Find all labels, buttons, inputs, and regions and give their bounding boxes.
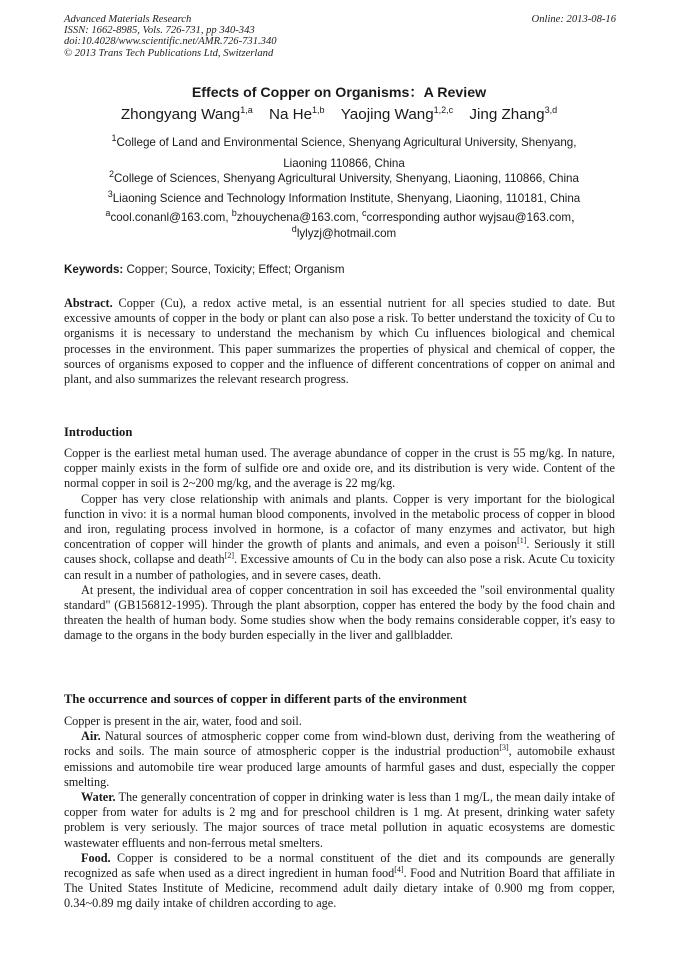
abstract	[64, 296, 615, 387]
citation-ref: [4]	[394, 864, 404, 874]
email-sup: b	[231, 208, 237, 219]
aff-sup: 3	[107, 189, 113, 200]
intro-p2-a: Copper has very close relationship with animals and plants. Copper is very important for the biological function in vivo: it is a normal human blood components, involved in the metabolic process of copper in blood and iron, regulating process involved in hormone, is a cofactor of many enzymes and activator, but high concentration of copper will hinder the growth of plants and animals, and even a poison	[64, 491, 615, 552]
author-sup: 1,b	[312, 104, 325, 115]
author-name: Zhongyang Wang	[120, 106, 241, 123]
food-text-a: Copper is considered to be a normal constituent of the diet and its compounds are generally recognized as safe when used as a direct ingredient in human food	[64, 850, 615, 881]
air-text-a: Natural sources of atmospheric copper come from wind-blown dust, deriving from the weathering of rocks and soils. The main source of atmospheric copper is the industrial production	[64, 729, 615, 759]
author-name: Yaojing Wang	[340, 106, 434, 123]
food-label: Food.	[81, 850, 111, 865]
email-line-2	[74, 226, 614, 242]
keywords-text: Copper; Source, Toxicity; Effect; Organism	[123, 263, 345, 276]
aff-text: College of Sciences, Shenyang Agricultural University, Shenyang, Liaoning, 110866, China	[114, 172, 579, 185]
email-d: lylyzj@hotmail.com	[296, 227, 397, 240]
abstract-paragraph	[64, 296, 615, 387]
sources-heading: The occurrence and sources of copper in different parts of the environment	[64, 692, 467, 706]
online-date: Online: 2013-08-16	[531, 14, 616, 25]
author-2	[269, 106, 325, 123]
air-label: Air.	[81, 729, 101, 744]
aff-text: Liaoning Science and Technology Information Institute, Shenyang, Liaoning, 110181, China	[112, 192, 581, 205]
food-paragraph	[64, 851, 615, 912]
citation-ref: [3]	[499, 743, 509, 753]
email-line-1	[74, 210, 614, 226]
affiliation-2	[74, 168, 614, 189]
citation-ref: [1]	[517, 536, 527, 546]
journal-doi: doi:10.4028/www.scientific.net/AMR.726-731.340	[64, 36, 277, 48]
water-text: The generally concentration of copper in drinking water is less than 1 mg/L, the mean daily intake of copper from water for adults is 2 mg and for preschool children is 1 mg. At present, drinking water safety problem is very seriously. The major sources of trace metal pollution in aquatic ecosystems are domestic wastewater effluents and non-ferrous metal smelters.	[64, 790, 615, 850]
journal-name: Advanced Materials Research	[64, 14, 192, 25]
author-name: Na He	[268, 106, 313, 123]
aff-sup: 2	[109, 169, 115, 180]
paper-title: Effects of Copper on Organisms：A Review	[191, 85, 487, 101]
author-sup: 1,a	[240, 104, 253, 115]
journal-issn: ISSN: 1662-8985, Vols. 726-731, pp 340-343	[64, 25, 255, 37]
intro-p2-b: . Seriously it still causes shock, collapse and death	[64, 537, 615, 567]
email-list	[74, 210, 614, 242]
email-b: zhouychena@163.com,	[236, 211, 363, 224]
intro-paragraph-3: At present, the individual area of copper concentration in soil has exceeded the "soil environmental quality standard" (GB156812-1995). Through the plant absorption, copper has entered the body by the food chain and threaten the health of human body. Some studies show when the body remains considerable copper, it's easy to damage to the organs in the body burden especially in the liver and gallbladder.	[64, 582, 615, 643]
keywords	[64, 263, 345, 276]
author-1	[121, 106, 253, 123]
email-sup: d	[291, 224, 297, 235]
email-c: corresponding author wyjsau@163.com，	[366, 211, 583, 224]
author-list	[0, 106, 678, 123]
air-text-b: , automobile exhaust emissions and automobile tire wear produced large amounts of harmful gases and dust, especially the copper smelting.	[64, 744, 615, 789]
affiliation-3	[74, 188, 614, 209]
affiliation-1-line-2: Liaoning 110866, China	[283, 157, 405, 170]
intro-p2-c: . Excessive amounts of Cu in the body can also pose a risk. Acute Cu toxicity can result in a number of pathologies, and in severe cases, death.	[64, 552, 616, 582]
intro-body	[64, 446, 615, 644]
author-4	[469, 106, 557, 123]
affiliation-1-line-1	[74, 132, 614, 153]
sources-paragraph-1: Copper is present in the air, water, food and soil.	[64, 714, 302, 728]
abstract-text: Copper (Cu), a redox active metal, is an essential nutrient for all species studied to date. But excessive amounts of copper in the body or plant can also pose a risk. To better understand the toxicity of Cu to organisms it is necessary to understand the mechanism by which Cu influences biological and chemical processes in the environment. This paper summarizes the properties of physical and chemical of copper, the sources of organisms exposed to copper and the influence of different concentrations of copper on animal and plant, and also summarizes the relevant research progress.	[64, 296, 615, 387]
citation-ref: [2]	[224, 551, 234, 561]
journal-header	[64, 14, 277, 59]
intro-paragraph-1: Copper is the earliest metal human used. The average abundance of copper in the crust is 55 mg/kg. In nature, copper mainly exists in the form of sulfide ore and oxide ore, and its distribution is very wide. Content of the normal copper in soil is 2~200 mg/kg, and the average is 22 mg/kg.	[64, 446, 615, 491]
author-sup: 1,2,c	[433, 104, 454, 115]
food-text-b: . Food and Nutrition Board that affiliate in The United States Institute of Medicine, recommend adult daily dietary intake of 0.900 mg from copper, 0.34~0.89 mg daily intake of children according to age.	[64, 866, 615, 911]
abstract-label: Abstract.	[64, 296, 113, 310]
air-paragraph	[64, 729, 615, 790]
aff-sup: 1	[111, 133, 117, 144]
author-sup: 3,d	[544, 104, 558, 115]
journal-copyright: © 2013 Trans Tech Publications Ltd, Switzerland	[64, 47, 274, 59]
email-a: cool.conanl@163.com,	[110, 211, 232, 224]
water-label: Water.	[81, 790, 116, 805]
email-sup: c	[362, 208, 367, 219]
intro-heading: Introduction	[64, 425, 133, 439]
author-3	[341, 106, 453, 123]
aff-text: College of Land and Environmental Science, Shenyang Agricultural University, Shenyang,	[116, 136, 577, 149]
intro-paragraph-2	[64, 492, 615, 583]
email-sup: a	[105, 208, 111, 219]
water-paragraph	[64, 790, 615, 851]
author-name: Jing Zhang	[469, 106, 545, 123]
keywords-label: Keywords:	[64, 263, 124, 276]
sources-body	[64, 714, 615, 912]
